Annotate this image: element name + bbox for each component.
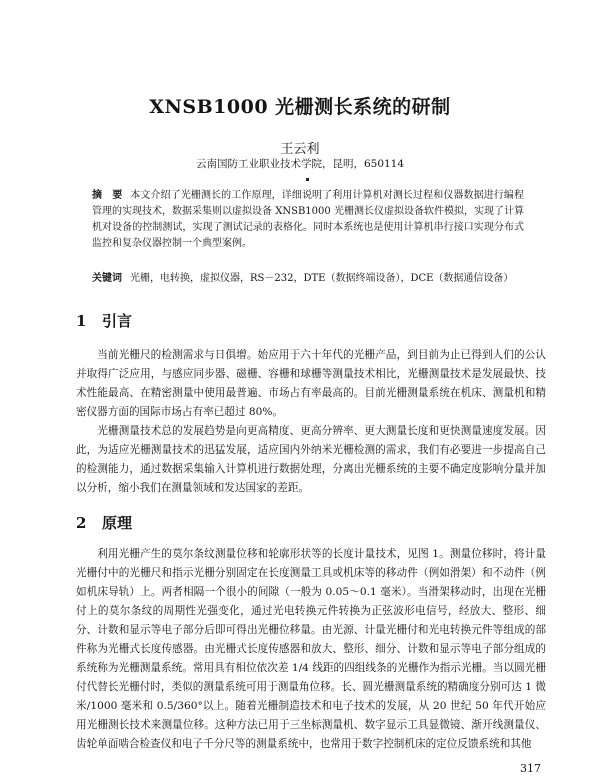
principle-paragraph-1: 利用光栅产生的莫尔条纹测量位移和轮廓形状等的长度计量技术，见图 1。测量位移时，将计量光栅付中的光栅尺和指示光栅分别固定在长度测量工具或机床等的移动件（例如滑架）和不动件（例如机床导轨）上。两者相隔一个很小的间隙（一般为 0.05～0.1 毫米）。当滑架移动时，出现在光栅付上的莫尔条纹的周期性光强变化，通过光电转换元件转换为正弦波形电信号，经放大、整形、细分、计数和显示等电子部分后即可得出光栅位移量。由光源、计量光栅付和光电转换元件等组成的部件称为光栅式长度传感器。由光栅式长度传感器和放大、整形、细分、计数和显示等电子部分组成的系统称为光栅测量系统。常用具有相位依次差 1/4 线距的四组线条的光栅作为指示光栅。当以圆光栅付代替长光栅付时，类似的测量系统可用于测量角位移。长、圆光栅测量系统的精确度分别可达 1 微米/1000 毫米和 0.5/360°以上。随着光栅制造技术和电子技术的发展，从 20 世纪 50 年代开始应用光栅测长技术来测量位移。这种方法已用于三坐标测量机、数字显示工具显微镜、渐开线测量仪、齿轮单面啮合检查仪和电子千分尺等的测量系统中，也常用于数字控制机床的定位反馈系统和其他 <box>76 548 546 750</box>
section-heading-principle <box>76 512 132 533</box>
section-title: 引言 <box>102 312 133 330</box>
section-number: 1 <box>76 312 87 330</box>
abstract-text: 本文介绍了光栅测长的工作原理，详细说明了利用计算机对测长过程和仪器数据进行编程管理的实现技术，数据采集则以虚拟设备 XNSB1000 光栅测长仪虚拟设备软件模拟，实现了计算机对设备的控制测试，实现了测试记录的表格化。同时本系统也是使用计算机串行接口实现分布式监控和复杂仪器控制一个典型案例。 <box>92 190 525 249</box>
section-number: 2 <box>76 514 87 532</box>
abstract-block <box>92 188 524 252</box>
section-title: 原理 <box>102 514 133 532</box>
intro-paragraph-2: 光栅测量技术总的发展趋势是向更高精度、更高分辨率、更大测量长度和更快测量速度发展。因此，为适应光栅测量技术的迅猛发展，适应国内外纳米光栅检测的需求，我们有必要进一步提高自己的检测能力，通过数据采集输入计算机进行数据处理，分离出光栅系统的主要不确定度影响分量并加以分析，缩小我们在测量领域和发达国家的差距。 <box>76 425 546 494</box>
author-affiliation: 云南国防工业职业技术学院，昆明，650114 <box>195 158 405 170</box>
section-heading-introduction <box>76 310 132 331</box>
paper-title: XNSB1000 光栅测长系统的研制 <box>149 96 451 118</box>
author-name: 王云利 <box>280 142 320 157</box>
intro-paragraph-1: 当前光栅尺的检测需求与日俱增。始应用于六十年代的光栅产品，到目前为止已得到人们的公认并取得广泛应用，与感应同步器、磁栅、容栅和球栅等测量技术相比，光栅测量技术是发展最快、技术性能最高、在精密测量中使用最普遍、市场占有率最高的。目前光栅测量系统在机床、测量机和精密仪器方面的国际市场占有率已超过 80%。 <box>76 349 546 418</box>
page-number: 317 <box>520 762 541 775</box>
abstract-label: 摘 要 <box>92 190 123 201</box>
keywords-text: 光栅，电转换，虚拟仪器，RS－232，DTE（数据终端设备），DCE（数据通信设备） <box>130 273 514 284</box>
separator-dot <box>306 178 309 181</box>
keywords-label: 关键词 <box>92 273 122 284</box>
keywords-block <box>92 271 524 287</box>
